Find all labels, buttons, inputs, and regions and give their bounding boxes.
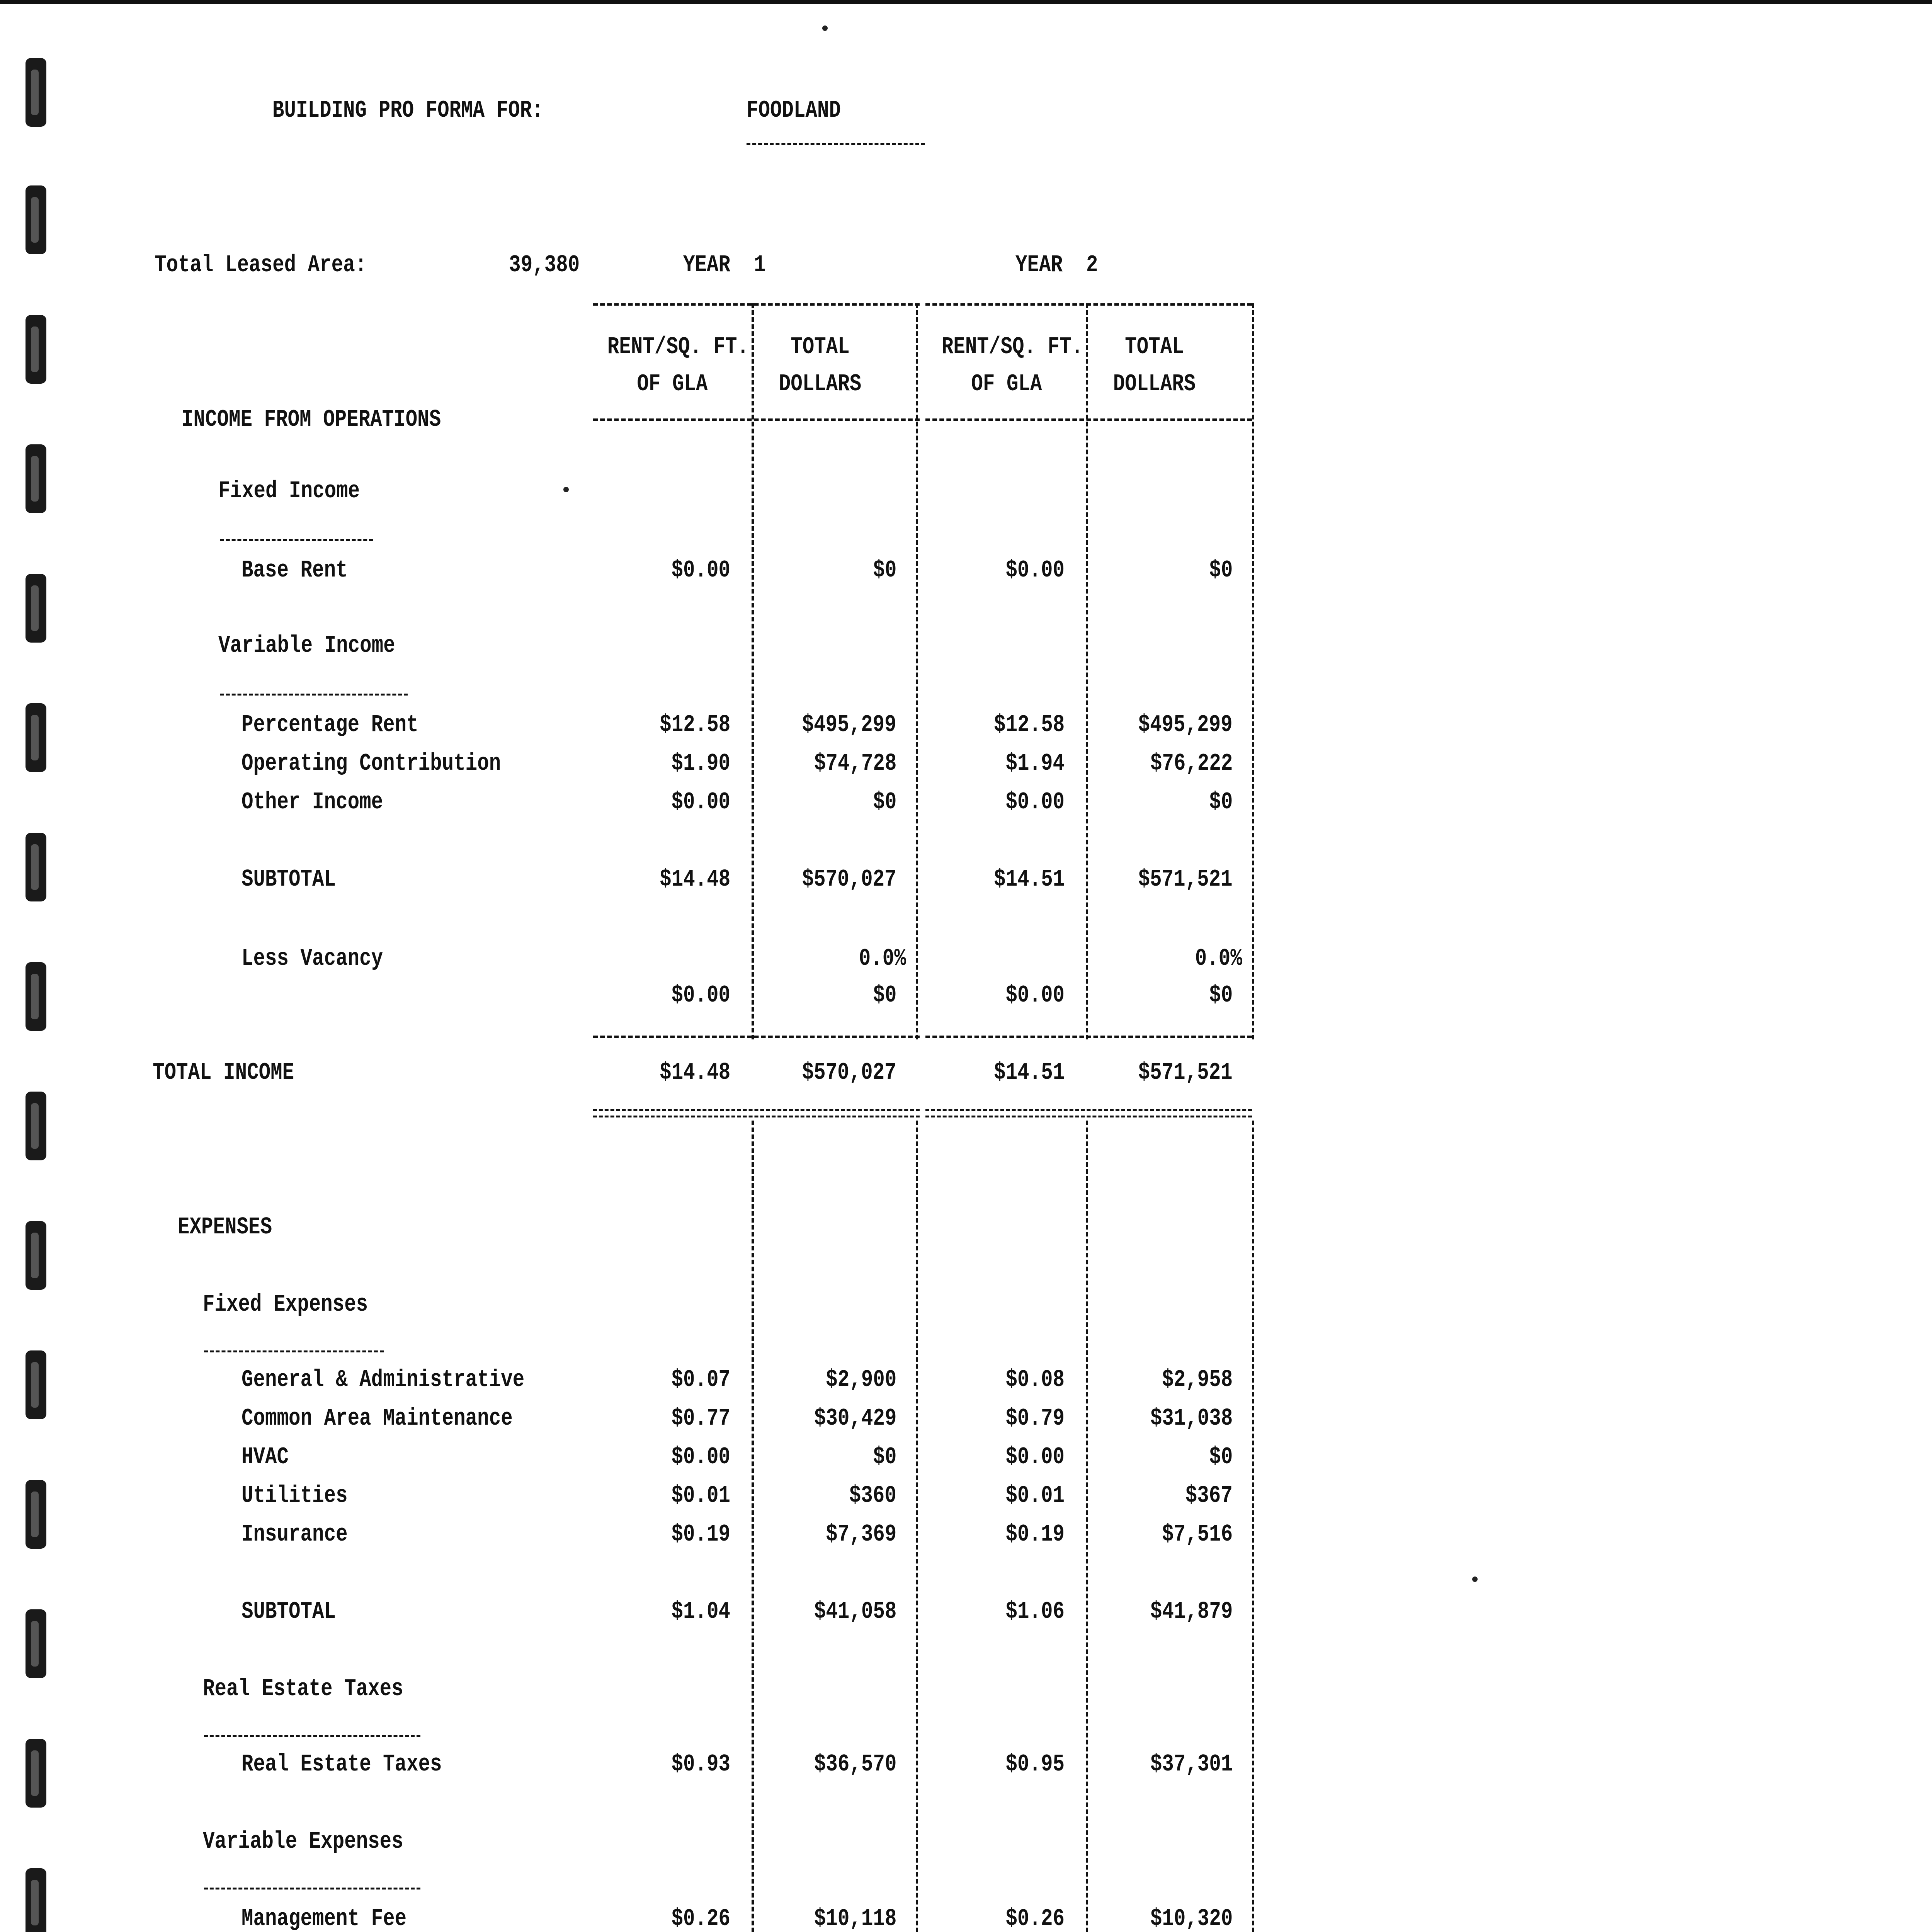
cam-row-cell-2: $0.79 [1005,1405,1065,1432]
binder-hole [26,315,46,384]
property-name: FOODLAND [747,97,841,124]
binder-hole [26,962,46,1031]
income-subtotal-row-cell-3: $571,521 [1138,866,1233,893]
scan-speck [822,26,828,31]
other-income-row-cell-1: $0 [872,788,896,816]
other-income-row-cell-0: $0.00 [671,788,730,816]
ga-row-cell-2: $0.08 [1005,1366,1065,1393]
column-separator [1252,303,1254,1039]
fixed-subtotal-row-cell-1: $41,058 [814,1598,896,1625]
column-separator [1252,1121,1254,1932]
fixed-subtotal-row-label: SUBTOTAL [242,1598,336,1625]
scan-speck [563,487,569,492]
cam-row-cell-0: $0.77 [671,1405,730,1432]
insurance-row-cell-2: $0.19 [1005,1520,1065,1548]
base-rent-row-cell-2: $0.00 [1005,556,1065,584]
binder-hole [26,1609,46,1678]
management-fee-row-label: Management Fee [242,1905,407,1932]
ga-row-cell-1: $2,900 [825,1366,896,1393]
column-separator [1086,1121,1088,1932]
leased-area-label: Total Leased Area: [155,251,367,279]
column-separator [752,303,754,1039]
ret-underline [204,1735,420,1737]
cam-row-cell-1: $30,429 [814,1405,896,1432]
insurance-row-cell-0: $0.19 [671,1520,730,1548]
insurance-row-label: Insurance [242,1520,348,1548]
base-rent-row-label: Base Rent [242,556,348,584]
binder-hole [26,703,46,772]
binder-hole [26,58,46,127]
management-fee-row-cell-1: $10,118 [814,1905,896,1932]
table-rule [593,418,920,421]
cam-row-cell-3: $31,038 [1150,1405,1233,1432]
income-subtotal-row-label: SUBTOTAL [242,866,336,893]
column-separator [1086,303,1088,1039]
page-top-edge [0,0,1932,4]
table-rule [925,303,1252,306]
income-subtotal-row-cell-0: $14.48 [659,866,730,893]
hvac-row-cell-3: $0 [1209,1443,1233,1471]
vacancy-row-pct-y1: 0.0% [859,945,906,972]
other-income-row-cell-3: $0 [1209,788,1233,816]
total-income-row-cell-3: $571,521 [1138,1059,1233,1086]
percentage-rent-row-cell-1: $495,299 [802,711,896,738]
binder-hole [26,1221,46,1290]
ret-row-label: Real Estate Taxes [242,1750,442,1778]
operating-contribution-row-label: Operating Contribution [242,750,501,777]
vacancy-row-pct-y2: 0.0% [1195,945,1242,972]
insurance-row-cell-3: $7,516 [1162,1520,1233,1548]
income-fixed-heading: Fixed Income [218,477,360,505]
fixed-expenses-underline [204,1350,384,1352]
total-income-row-cell-2: $14.51 [993,1059,1065,1086]
percentage-rent-row-cell-3: $495,299 [1138,711,1233,738]
ret-row-cell-2: $0.95 [1005,1750,1065,1778]
vacancy-row-cell-1: $0 [872,981,896,1009]
management-fee-row-cell-2: $0.26 [1005,1905,1065,1932]
fixed-income-underline [220,539,373,541]
percentage-rent-row-label: Percentage Rent [242,711,418,738]
ga-row-label: General & Administrative [242,1366,525,1393]
vacancy-row-cell-2: $0.00 [1005,981,1065,1009]
table-rule [593,303,920,306]
expenses-heading: EXPENSES [178,1213,272,1241]
hvac-row-label: HVAC [242,1443,289,1471]
fixed-subtotal-row-cell-2: $1.06 [1005,1598,1065,1625]
binder-hole [26,1739,46,1808]
hvac-row-cell-1: $0 [872,1443,896,1471]
vacancy-row-cell-3: $0 [1209,981,1233,1009]
property-underline [747,143,925,145]
ga-row-cell-0: $0.07 [671,1366,730,1393]
ret-row-cell-3: $37,301 [1150,1750,1233,1778]
income-subtotal-row-cell-2: $14.51 [993,866,1065,893]
operating-contribution-row-cell-1: $74,728 [814,750,896,777]
binder-hole [26,1480,46,1549]
operating-contribution-row-cell-2: $1.94 [1005,750,1065,777]
hvac-row-cell-2: $0.00 [1005,1443,1065,1471]
percentage-rent-row-cell-0: $12.58 [659,711,730,738]
income-variable-heading: Variable Income [218,632,395,659]
binder-hole [26,574,46,643]
double-rule [593,1109,920,1117]
base-rent-row-cell-0: $0.00 [671,556,730,584]
table-rule [593,1036,920,1038]
vacancy-row-cell-0: $0.00 [671,981,730,1009]
binder-hole [26,185,46,254]
utilities-row-label: Utilities [242,1482,348,1509]
utilities-row-cell-3: $367 [1185,1482,1233,1509]
col-header-rent-y2: RENT/SQ. FT. OF GLA [941,333,1083,398]
ga-row-cell-3: $2,958 [1162,1366,1233,1393]
income-heading: INCOME FROM OPERATIONS [182,406,441,433]
operating-contribution-row-cell-3: $76,222 [1150,750,1233,777]
total-income-row-cell-1: $570,027 [802,1059,896,1086]
year-2-label: YEAR 2 [1015,251,1098,279]
table-rule [925,1036,1252,1038]
utilities-row-cell-2: $0.01 [1005,1482,1065,1509]
fixed-subtotal-row-cell-3: $41,879 [1150,1598,1233,1625]
management-fee-row-cell-3: $10,320 [1150,1905,1233,1932]
hvac-row-cell-0: $0.00 [671,1443,730,1471]
fixed-subtotal-row-cell-0: $1.04 [671,1598,730,1625]
base-rent-row-cell-3: $0 [1209,556,1233,584]
ret-heading: Real Estate Taxes [203,1675,403,1702]
col-header-total-y1: TOTAL DOLLARS [779,333,862,398]
base-rent-row-cell-1: $0 [872,556,896,584]
column-separator [752,1121,754,1932]
col-header-total-y2: TOTAL DOLLARS [1113,333,1196,398]
column-separator [916,303,918,1039]
total-income-row-label: TOTAL INCOME [153,1059,294,1086]
percentage-rent-row-cell-2: $12.58 [993,711,1065,738]
col-header-rent-y1: RENT/SQ. FT. OF GLA [607,333,749,398]
insurance-row-cell-1: $7,369 [825,1520,896,1548]
total-income-row-cell-0: $14.48 [659,1059,730,1086]
year-1-label: YEAR 1 [683,251,766,279]
binder-hole [26,1868,46,1932]
title-label: BUILDING PRO FORMA FOR: [272,97,544,124]
operating-contribution-row-cell-0: $1.90 [671,750,730,777]
ret-row-cell-1: $36,570 [814,1750,896,1778]
management-fee-row-cell-0: $0.26 [671,1905,730,1932]
other-income-row-cell-2: $0.00 [1005,788,1065,816]
binder-hole [26,1092,46,1160]
leased-area-value: 39,380 [509,251,580,279]
scan-speck [1472,1577,1478,1582]
binder-hole [26,444,46,513]
variable-expenses-heading: Variable Expenses [203,1828,403,1855]
column-separator [916,1121,918,1932]
cam-row-label: Common Area Maintenance [242,1405,513,1432]
double-rule [925,1109,1252,1117]
vacancy-row-label: Less Vacancy [242,945,383,972]
variable-income-underline [220,694,408,696]
utilities-row-cell-1: $360 [849,1482,896,1509]
table-rule [925,418,1252,421]
other-income-row-label: Other Income [242,788,383,816]
fixed-expenses-heading: Fixed Expenses [203,1291,368,1318]
utilities-row-cell-0: $0.01 [671,1482,730,1509]
binder-hole [26,1350,46,1419]
binder-hole [26,833,46,901]
income-subtotal-row-cell-1: $570,027 [802,866,896,893]
variable-expenses-underline [204,1888,420,1889]
ret-row-cell-0: $0.93 [671,1750,730,1778]
